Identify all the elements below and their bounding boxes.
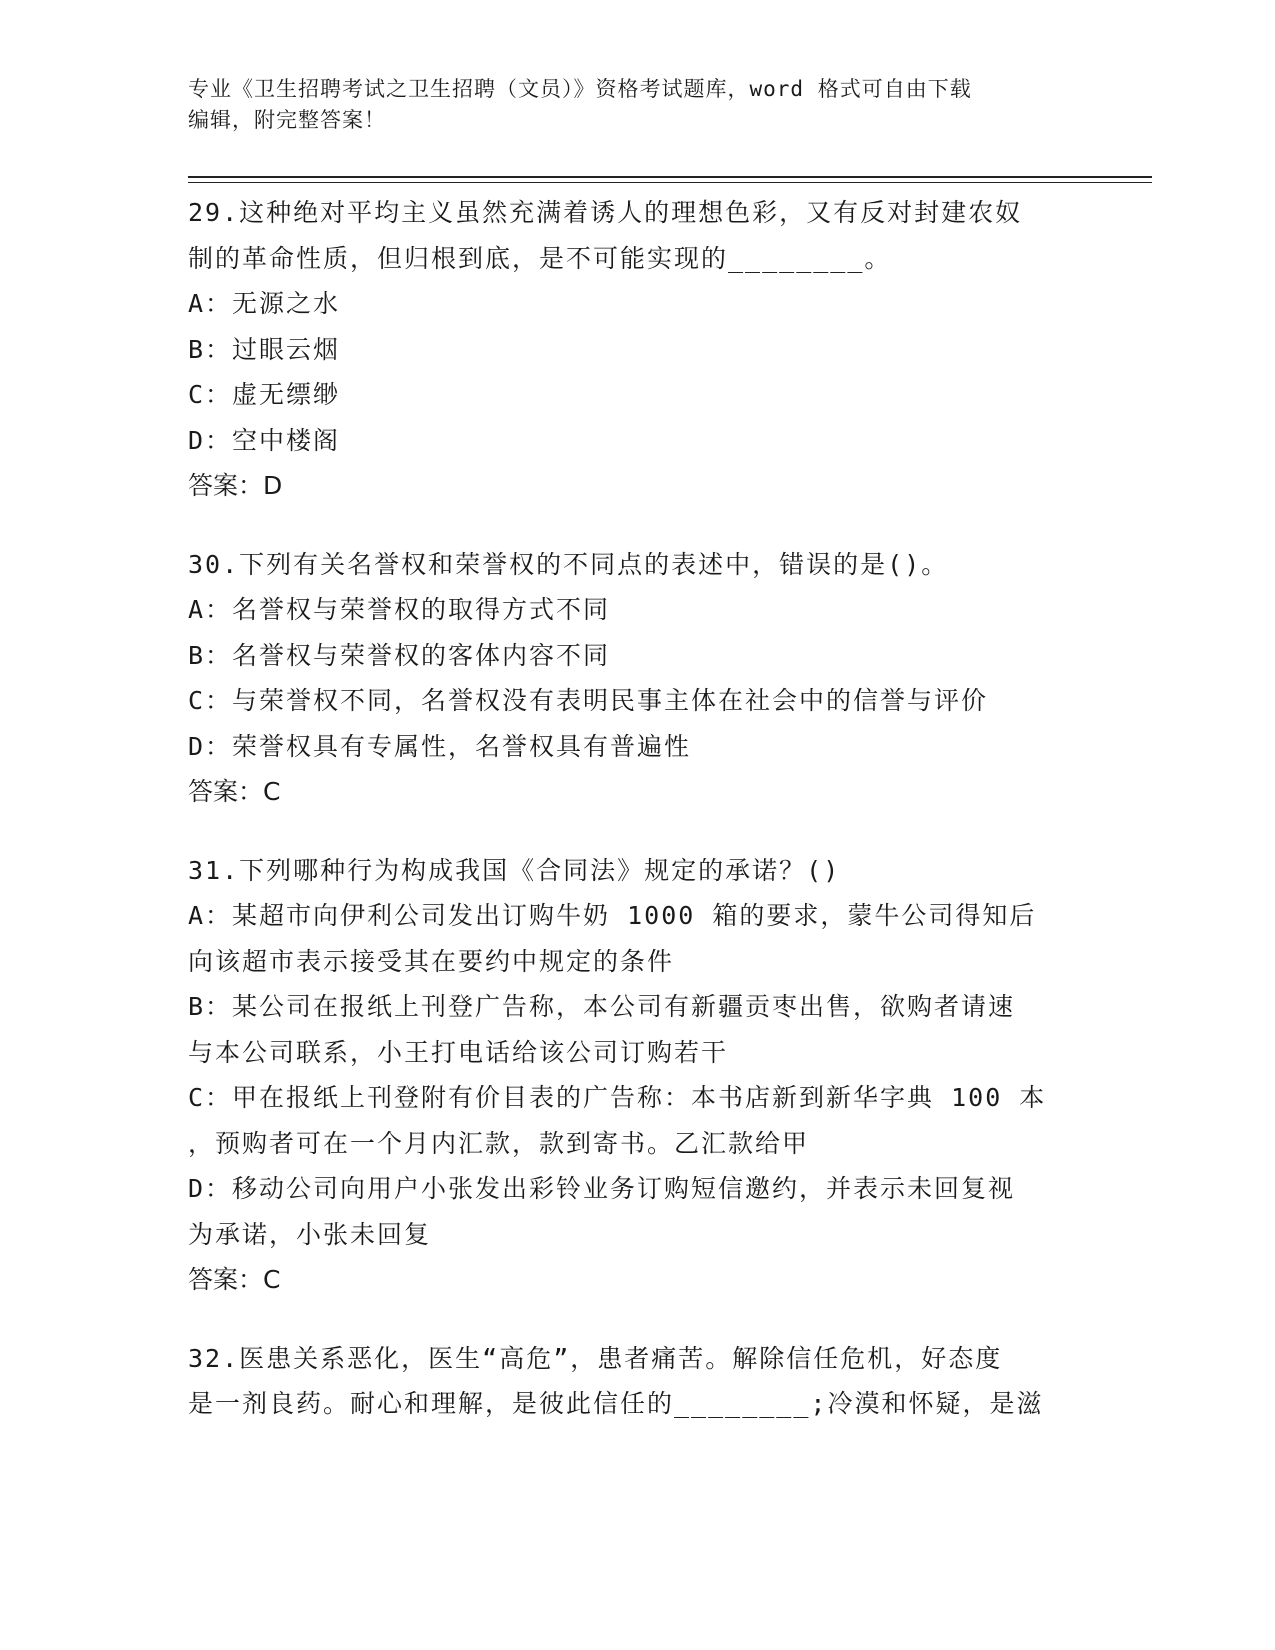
answer-label: 答案：C xyxy=(188,1265,281,1294)
answer-label: 答案：C xyxy=(188,777,281,806)
question-text: 31.下列哪种行为构成我国《合同法》规定的承诺？() xyxy=(188,855,841,885)
option-d: D：空中楼阁 xyxy=(188,425,341,455)
document-header xyxy=(188,74,1088,136)
question-text: 30.下列有关名誉权和荣誉权的不同点的表述中，错误的是()。 xyxy=(188,549,949,579)
question-31 xyxy=(188,848,1088,1303)
option-b-continued: 与本公司联系，小王打电话给该公司订购若干 xyxy=(188,1037,729,1067)
option-d: D：移动公司向用户小张发出彩铃业务订购短信邀约，并表示未回复视 xyxy=(188,1174,1016,1203)
option-c: C：甲在报纸上刊登附有价目表的广告称：本书店新到新华字典 100 本 xyxy=(188,1083,1047,1112)
option-a: A：无源之水 xyxy=(188,289,341,318)
question-text: 是一剂良药。耐心和理解，是彼此信任的________;冷漠和怀疑，是滋 xyxy=(188,1389,1044,1418)
option-a-continued: 向该超市表示接受其在要约中规定的条件 xyxy=(188,946,675,976)
option-d-continued: 为承诺，小张未回复 xyxy=(188,1219,432,1249)
option-c: C：虚无缥缈 xyxy=(188,380,341,409)
question-text: 制的革命性质，但归根到底，是不可能实现的________。 xyxy=(188,243,892,273)
question-29 xyxy=(188,190,1088,509)
question-text: 32.医患关系恶化，医生“高危”，患者痛苦。解除信任危机，好态度 xyxy=(188,1343,1003,1373)
option-d: D：荣誉权具有专属性，名誉权具有普遍性 xyxy=(188,731,692,761)
option-b: B：过眼云烟 xyxy=(188,334,341,364)
header-line-1: 专业《卫生招聘考试之卫生招聘（文员）》资格考试题库，word 格式可自由下载 xyxy=(188,77,972,101)
option-c: C：与荣誉权不同，名誉权没有表明民事主体在社会中的信誉与评价 xyxy=(188,686,989,715)
option-b: B：名誉权与荣誉权的客体内容不同 xyxy=(188,640,611,670)
question-30 xyxy=(188,542,1088,815)
option-b: B：某公司在报纸上刊登广告称，本公司有新疆贡枣出售，欲购者请速 xyxy=(188,992,1016,1021)
header-rule-thick xyxy=(188,176,1152,178)
option-c-continued: ，预购者可在一个月内汇款，款到寄书。乙汇款给甲 xyxy=(188,1128,810,1158)
header-line-2: 编辑，附完整答案！ xyxy=(188,108,386,132)
question-list xyxy=(188,190,1088,1460)
question-32 xyxy=(188,1336,1088,1427)
question-text: 29.这种绝对平均主义虽然充满着诱人的理想色彩，又有反对封建农奴 xyxy=(188,198,1023,227)
header-rule-thin xyxy=(188,182,1152,183)
option-a: A：名誉权与荣誉权的取得方式不同 xyxy=(188,595,611,624)
answer-label: 答案：D xyxy=(188,471,283,500)
option-a: A：某超市向伊利公司发出订购牛奶 1000 箱的要求，蒙牛公司得知后 xyxy=(188,901,1037,930)
